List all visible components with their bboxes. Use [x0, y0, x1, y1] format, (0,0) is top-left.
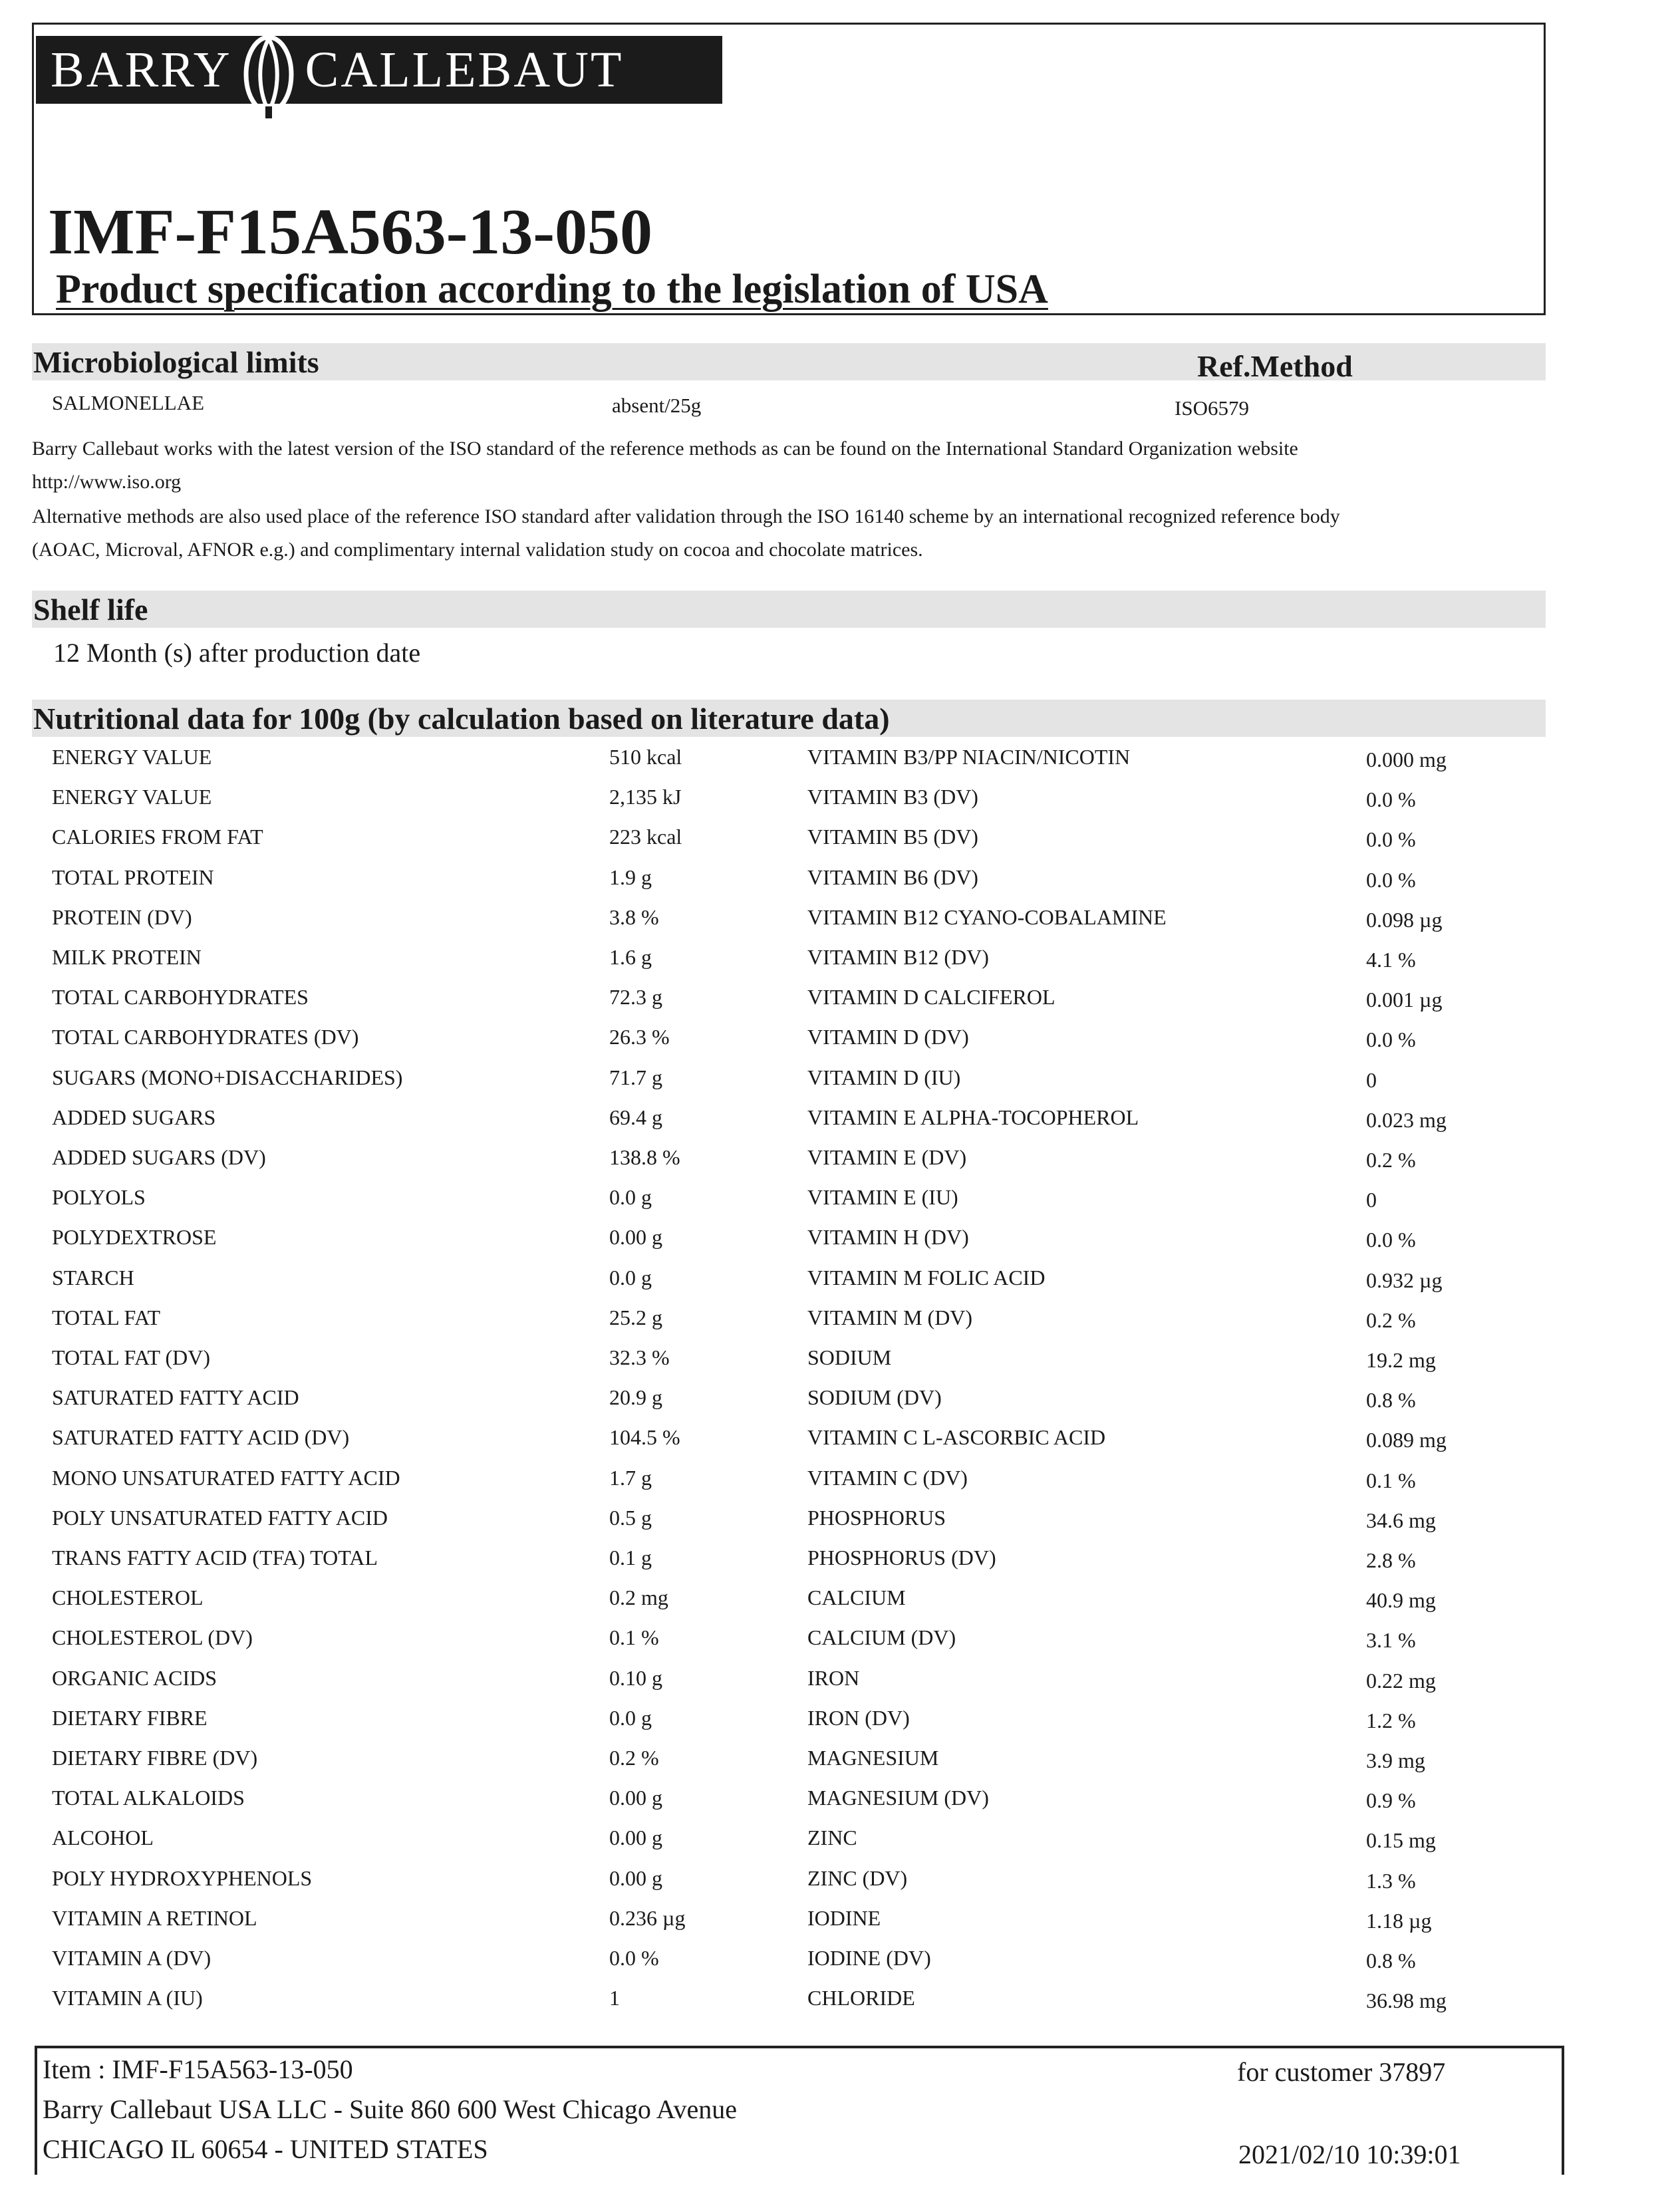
nutrient-value: 0.9 %: [1366, 1788, 1416, 1812]
nutrient-name: CALCIUM (DV): [807, 1625, 956, 1649]
nutrient-value: 0.098 µg: [1366, 908, 1443, 932]
micro-row-value: absent/25g: [612, 394, 702, 417]
table-row: [0, 1547, 1680, 1587]
nutrient-name: VITAMIN E ALPHA-TOCOPHEROL: [807, 1105, 1139, 1129]
table-row: [0, 1947, 1680, 1987]
footer-city: CHICAGO IL 60654 - UNITED STATES: [43, 2134, 488, 2164]
nutrient-name: MAGNESIUM: [807, 1746, 939, 1770]
table-row: [0, 1226, 1680, 1266]
nutrient-value: 510 kcal: [609, 745, 682, 769]
nutrient-value: 0.932 µg: [1366, 1268, 1443, 1292]
nutrient-name: VITAMIN M (DV): [807, 1305, 973, 1329]
nutrient-name: VITAMIN A (DV): [52, 1946, 211, 1970]
table-row: [0, 826, 1680, 866]
nutrient-name: MAGNESIUM (DV): [807, 1786, 989, 1810]
nutrient-value: 3.8 %: [609, 905, 659, 929]
nutrient-name: ADDED SUGARS (DV): [52, 1145, 266, 1169]
table-row: [0, 906, 1680, 946]
table-row: [0, 1627, 1680, 1667]
nutrient-name: SATURATED FATTY ACID: [52, 1385, 299, 1409]
nutrient-name: DIETARY FIBRE (DV): [52, 1746, 258, 1770]
nutrient-value: 0.0 g: [609, 1706, 652, 1730]
table-row: [0, 1147, 1680, 1186]
nutrient-value: 0.0 %: [609, 1946, 659, 1970]
nutrient-value: 0.236 µg: [609, 1906, 686, 1930]
nutrient-name: TOTAL CARBOHYDRATES: [52, 985, 309, 1009]
footer-company: Barry Callebaut USA LLC - Suite 860 600 West Chicago Avenue: [43, 2094, 738, 2124]
nutrient-value: 4.1 %: [1366, 948, 1416, 972]
nutrient-name: SODIUM: [807, 1345, 892, 1369]
nutrient-value: 26.3 %: [609, 1025, 670, 1049]
nutrient-name: VITAMIN A RETINOL: [52, 1906, 257, 1930]
cocoa-bean-icon: [239, 33, 299, 120]
shelf-life-text: 12 Month (s) after production date: [53, 638, 421, 668]
nutrient-value: 0.0 %: [1366, 1027, 1416, 1051]
micro-heading: Microbiological limits: [33, 344, 319, 379]
logo-word-left: BARRY: [51, 41, 232, 98]
nutrient-name: SODIUM (DV): [807, 1385, 942, 1409]
nutrient-value: 1.7 g: [609, 1466, 652, 1490]
nutrient-name: VITAMIN B12 CYANO-COBALAMINE: [807, 905, 1167, 929]
nutrient-name: MONO UNSATURATED FATTY ACID: [52, 1466, 400, 1490]
nutrient-value: 34.6 mg: [1366, 1508, 1436, 1532]
nutrient-name: STARCH: [52, 1266, 134, 1290]
nutrient-value: 104.5 %: [609, 1425, 680, 1449]
nutrient-name: SATURATED FATTY ACID (DV): [52, 1425, 350, 1449]
nutrient-value: 1.18 µg: [1366, 1909, 1432, 1933]
nutrient-value: 0.0 %: [1366, 827, 1416, 851]
iso-note-2: [32, 500, 1522, 567]
nutrient-name: TOTAL FAT (DV): [52, 1345, 211, 1369]
table-row: [0, 1747, 1680, 1787]
table-row: [0, 1427, 1680, 1466]
nutrient-name: VITAMIN E (IU): [807, 1185, 958, 1209]
table-row: [0, 946, 1680, 986]
nutrient-name: ENERGY VALUE: [52, 745, 212, 769]
table-row: [0, 1067, 1680, 1107]
table-row: [0, 786, 1680, 826]
nutrient-name: POLYDEXTROSE: [52, 1225, 217, 1249]
nutrient-name: TOTAL ALKALOIDS: [52, 1786, 245, 1810]
nutrient-name: VITAMIN A (IU): [52, 1986, 203, 2010]
nutrient-value: 1.6 g: [609, 945, 652, 969]
micro-row-name: SALMONELLAE: [52, 391, 205, 414]
company-logo: [36, 36, 722, 104]
nutrient-name: POLY UNSATURATED FATTY ACID: [52, 1506, 388, 1530]
nutrient-name: CHOLESTEROL: [52, 1585, 204, 1609]
nutrient-value: 0.1 %: [609, 1625, 659, 1649]
nutrient-value: 0.089 mg: [1366, 1428, 1447, 1452]
nutrient-name: ZINC: [807, 1826, 857, 1849]
nutrient-value: 72.3 g: [609, 985, 662, 1009]
nutrient-name: CHOLESTEROL (DV): [52, 1625, 253, 1649]
table-row: [0, 1827, 1680, 1867]
nutrient-name: TOTAL FAT: [52, 1305, 161, 1329]
nutrient-name: IODINE: [807, 1906, 881, 1930]
nutrient-value: 0.5 g: [609, 1506, 652, 1530]
nutrient-value: 0.8 %: [1366, 1949, 1416, 1973]
nutrient-name: TOTAL PROTEIN: [52, 865, 214, 889]
logo-word-right: CALLEBAUT: [305, 41, 624, 98]
nutrient-value: 19.2 mg: [1366, 1348, 1436, 1372]
nutrient-name: TOTAL CARBOHYDRATES (DV): [52, 1025, 359, 1049]
nutrient-value: 20.9 g: [609, 1385, 662, 1409]
nutrient-name: PHOSPHORUS: [807, 1506, 946, 1530]
iso-note-1: [32, 432, 1522, 499]
nutrient-name: DIETARY FIBRE: [52, 1706, 208, 1730]
nutrient-value: 0: [1366, 1068, 1377, 1092]
nutrient-value: 0.2 mg: [609, 1585, 668, 1609]
table-row: [0, 1107, 1680, 1147]
nutrient-name: VITAMIN B5 (DV): [807, 825, 978, 849]
nutrient-value: 0.00 g: [609, 1866, 662, 1890]
nutrient-name: ADDED SUGARS: [52, 1105, 216, 1129]
nutrient-name: VITAMIN C L-ASCORBIC ACID: [807, 1425, 1106, 1449]
nutrient-value: 0.15 mg: [1366, 1828, 1436, 1852]
nutrient-value: 223 kcal: [609, 825, 682, 849]
table-row: [0, 1667, 1680, 1707]
nutrient-value: 0.00 g: [609, 1826, 662, 1849]
nutrient-value: 0.0 g: [609, 1185, 652, 1209]
table-row: [0, 1026, 1680, 1066]
nutrient-name: MILK PROTEIN: [52, 945, 202, 969]
iso-note-1-line-2: http://www.iso.org: [32, 471, 182, 493]
nutrient-value: 1: [609, 1986, 620, 2010]
nutrient-name: VITAMIN H (DV): [807, 1225, 969, 1249]
nutrient-name: IRON: [807, 1666, 860, 1690]
nutrition-section-bar: [32, 700, 1546, 737]
nutrient-value: 40.9 mg: [1366, 1588, 1436, 1612]
nutrient-name: PROTEIN (DV): [52, 905, 192, 929]
nutrient-value: 0.10 g: [609, 1666, 662, 1690]
nutrient-value: 1.2 %: [1366, 1709, 1416, 1732]
table-row: [0, 1907, 1680, 1947]
iso-note-2-line-2: (AOAC, Microval, AFNOR e.g.) and complimentary internal validation study on cocoa and chocolate matrices.: [32, 539, 923, 561]
nutrient-name: VITAMIN B3 (DV): [807, 785, 978, 809]
nutrient-value: 0.0 g: [609, 1266, 652, 1290]
nutrient-name: POLY HYDROXYPHENOLS: [52, 1866, 313, 1890]
nutrient-value: 0.1 g: [609, 1546, 652, 1570]
nutrient-name: VITAMIN D (DV): [807, 1025, 969, 1049]
nutrient-value: 3.1 %: [1366, 1628, 1416, 1652]
nutrient-value: 0.0 %: [1366, 787, 1416, 811]
nutrient-name: VITAMIN B12 (DV): [807, 945, 989, 969]
table-row: [0, 1707, 1680, 1747]
iso-note-2-line-1: Alternative methods are also used place of the reference ISO standard after validation through the ISO 16140 scheme by an international recognized reference body: [32, 505, 1340, 527]
table-row: [0, 1507, 1680, 1547]
nutrient-value: 0: [1366, 1188, 1377, 1212]
table-row: [0, 1587, 1680, 1627]
nutrient-value: 36.98 mg: [1366, 1988, 1447, 2012]
nutrient-value: 0.0 %: [1366, 1228, 1416, 1252]
table-row: [0, 1186, 1680, 1226]
table-row: [0, 1787, 1680, 1827]
nutrient-value: 2.8 %: [1366, 1548, 1416, 1572]
nutrient-value: 0.22 mg: [1366, 1669, 1436, 1693]
nutrient-value: 3.9 mg: [1366, 1748, 1425, 1772]
nutrient-name: TRANS FATTY ACID (TFA) TOTAL: [52, 1546, 378, 1570]
shelf-heading: Shelf life: [33, 592, 148, 626]
nutrient-value: 2,135 kJ: [609, 785, 682, 809]
table-row: [0, 1467, 1680, 1507]
nutrient-value: 1.9 g: [609, 865, 652, 889]
table-row: [0, 746, 1680, 786]
nutrient-value: 0.1 %: [1366, 1468, 1416, 1492]
table-row: [0, 867, 1680, 906]
nutrient-value: 138.8 %: [609, 1145, 680, 1169]
footer-timestamp: 2021/02/10 10:39:01: [1238, 2139, 1461, 2169]
nutrient-name: POLYOLS: [52, 1185, 146, 1209]
nutrition-heading: Nutritional data for 100g (by calculation based on literature data): [33, 701, 890, 736]
iso-note-1-line-1: Barry Callebaut works with the latest version of the ISO standard of the reference methods as can be found on the International Standard Organization website: [32, 438, 1298, 460]
nutrient-name: VITAMIN E (DV): [807, 1145, 967, 1169]
nutrient-name: ENERGY VALUE: [52, 785, 212, 809]
nutrient-name: ORGANIC ACIDS: [52, 1666, 217, 1690]
nutrient-name: VITAMIN C (DV): [807, 1466, 968, 1490]
nutrient-value: 0.00 g: [609, 1786, 662, 1810]
nutrient-name: IRON (DV): [807, 1706, 910, 1730]
nutrient-name: ZINC (DV): [807, 1866, 908, 1890]
micro-section-bar: [32, 343, 1546, 383]
nutrient-value: 32.3 %: [609, 1345, 670, 1369]
nutrient-value: 0.2 %: [1366, 1148, 1416, 1172]
nutrient-value: 69.4 g: [609, 1105, 662, 1129]
nutrient-name: ALCOHOL: [52, 1826, 154, 1849]
document-id-title: IMF-F15A563-13-050: [48, 196, 653, 268]
nutrient-name: VITAMIN D (IU): [807, 1065, 961, 1089]
nutrient-value: 0.0 %: [1366, 868, 1416, 892]
footer-customer: for customer 37897: [1237, 2057, 1446, 2087]
nutrient-value: 25.2 g: [609, 1305, 662, 1329]
table-row: [0, 1987, 1680, 2027]
micro-row-method: ISO6579: [1175, 396, 1249, 420]
nutrient-value: 0.8 %: [1366, 1388, 1416, 1412]
nutrient-name: VITAMIN B6 (DV): [807, 865, 978, 889]
nutrient-value: 71.7 g: [609, 1065, 662, 1089]
nutrient-value: 0.00 g: [609, 1225, 662, 1249]
shelf-section-bar: [32, 591, 1546, 628]
nutrient-name: VITAMIN D CALCIFEROL: [807, 985, 1055, 1009]
nutrient-value: 0.001 µg: [1366, 988, 1443, 1012]
nutrient-value: 1.3 %: [1366, 1869, 1416, 1893]
nutrient-name: VITAMIN M FOLIC ACID: [807, 1266, 1046, 1290]
nutrient-name: CALORIES FROM FAT: [52, 825, 263, 849]
table-row: [0, 986, 1680, 1026]
table-row: [0, 1267, 1680, 1307]
nutrient-value: 0.2 %: [609, 1746, 659, 1770]
nutrient-value: 0.2 %: [1366, 1308, 1416, 1332]
table-row: [0, 1867, 1680, 1907]
footer-item: Item : IMF-F15A563-13-050: [43, 2054, 353, 2084]
nutrient-name: CALCIUM: [807, 1585, 906, 1609]
nutrient-name: PHOSPHORUS (DV): [807, 1546, 996, 1570]
nutrient-name: CHLORIDE: [807, 1986, 915, 2010]
nutrient-value: 0.000 mg: [1366, 748, 1447, 771]
nutrient-name: VITAMIN B3/PP NIACIN/NICOTIN: [807, 745, 1131, 769]
nutrient-name: SUGARS (MONO+DISACCHARIDES): [52, 1065, 403, 1089]
ref-method-heading: Ref.Method: [1197, 349, 1353, 383]
table-row: [0, 1347, 1680, 1387]
table-row: [0, 1387, 1680, 1427]
nutrient-name: IODINE (DV): [807, 1946, 931, 1970]
document-subtitle: Product specification according to the legislation of USA: [56, 267, 1048, 312]
nutrient-value: 0.023 mg: [1366, 1108, 1447, 1132]
table-row: [0, 1307, 1680, 1347]
